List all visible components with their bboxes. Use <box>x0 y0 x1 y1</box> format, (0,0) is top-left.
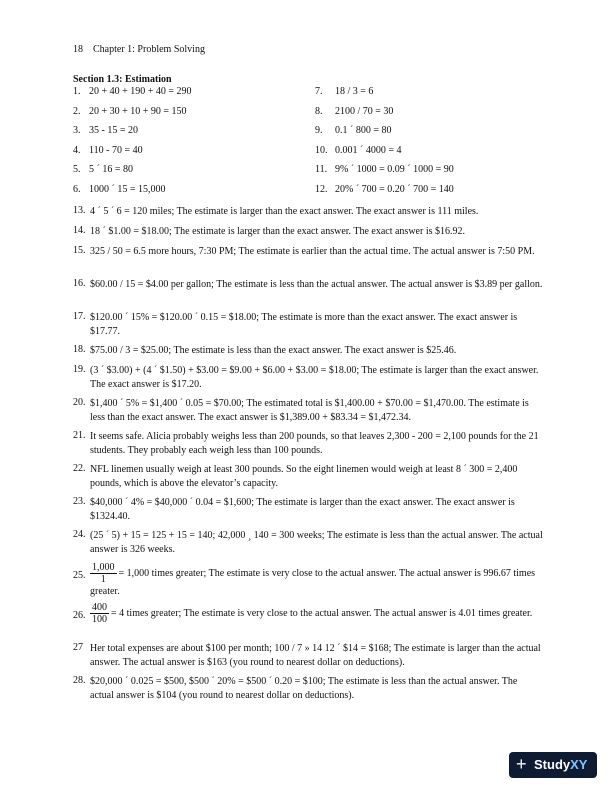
plus-icon: + <box>516 754 527 774</box>
item-number: 13. <box>73 205 86 216</box>
answer-row <box>73 86 543 106</box>
answer-item <box>73 602 543 625</box>
answer-row <box>73 164 543 184</box>
answer-item <box>73 397 543 424</box>
item-text: Her total expenses are about $100 per month; 100 / 7 » 14 12 ´ $14 = $168; The estimate is larger than the actual answer. The actual answer is $163 (you round to nearest dollar on deductions). <box>90 643 541 668</box>
item-text: $60.00 / 15 = $4.00 per gallon; The estimate is less than the actual answer. The actual answer is $3.89 per gallon. <box>90 279 543 290</box>
answer-item <box>73 642 543 669</box>
item-text: 9% ´ 1000 = 0.09 ´ 1000 = 90 <box>335 164 454 176</box>
item-number: 23. <box>73 496 86 507</box>
item-number: 6. <box>73 183 81 195</box>
answer-row <box>73 125 543 145</box>
item-number: 3. <box>73 125 81 137</box>
item-text: 20 + 40 + 190 + 40 = 290 <box>89 86 192 97</box>
item-text: 2100 / 70 = 30 <box>335 105 394 117</box>
answer-item <box>73 430 543 457</box>
item-text <box>90 602 543 625</box>
item-text-body: = 1,000 times greater; The estimate is very close to the actual answer. The actual answer is 996.67 times greater. <box>90 567 536 597</box>
answer-item <box>73 496 543 523</box>
item-text: 20% ´ 700 = 0.20 ´ 700 = 140 <box>335 183 454 195</box>
item-number: 14. <box>73 225 86 236</box>
answer-row <box>73 184 543 204</box>
item-number: 9. <box>315 125 323 137</box>
item-text <box>90 562 543 599</box>
item-number: 20. <box>73 397 86 408</box>
chapter-title: Chapter 1: Problem Solving <box>93 44 205 55</box>
item-number: 24. <box>73 529 86 540</box>
page-header <box>73 44 205 55</box>
item-text: $1,400 ´ 5% = $1,400 ´ 0.05 = $70.00; The estimated total is $1,400.00 + $70.00 = $1,470.00. The estimate is less than the exact answer. The exact answer is $1,389.00 + $83.34 = $1,472.34. <box>90 398 529 423</box>
item-number: 19. <box>73 364 86 375</box>
item-text: $20,000 ´ 0.025 = $500, $500 ´ 20% = $500 ´ 0.20 = $100; The estimate is less than the actual answer. The actual answer is $104 (you round to nearest dollar on deductions). <box>90 676 518 701</box>
item-number: 18. <box>73 344 86 355</box>
item-number: 25. <box>73 570 86 581</box>
item-number: 15. <box>73 245 86 256</box>
item-text: It seems safe. Alicia probably weighs less than 200 pounds, so that leaves 2,300 - 200 = 2,100 pounds for the 21 students. They probably each weigh less than 100 pounds. <box>90 431 539 456</box>
answer-item <box>73 463 543 490</box>
item-number: 8. <box>315 105 323 117</box>
item-number: 5. <box>73 164 81 176</box>
item-number: 27 <box>73 642 83 653</box>
item-number: 12. <box>315 183 328 195</box>
item-text: 110 - 70 = 40 <box>89 144 143 156</box>
item-text: 0.1 ´ 800 = 80 <box>335 125 392 137</box>
item-text: (25 ´ 5) + 15 = 125 + 15 = 140; 42,000 ¸ 140 = 300 weeks; The estimate is less than the actual answer. The actual answer is 326 weeks. <box>90 530 543 555</box>
badge-label-accent: XY <box>570 757 588 772</box>
fraction-numerator: 1,000 <box>92 562 115 573</box>
item-text: $120.00 ´ 15% = $120.00 ´ 0.15 = $18.00; The estimate is more than the exact answer. The exact answer is $17.77. <box>90 312 518 337</box>
item-text: $40,000 ´ 4% = $40,000 ´ 0.04 = $1,600; The estimate is larger than the exact answer. The exact answer is $1324.40. <box>90 497 515 522</box>
item-number: 26. <box>73 610 86 621</box>
short-answers-grid <box>73 86 543 204</box>
item-number: 10. <box>315 144 328 156</box>
item-number: 4. <box>73 144 81 156</box>
answer-item <box>73 311 543 338</box>
answer-item <box>73 205 543 219</box>
item-number: 28. <box>73 675 86 686</box>
answer-item <box>73 344 543 358</box>
item-text: 18 / 3 = 6 <box>335 86 374 97</box>
item-text: 4 ´ 5 ´ 6 = 120 miles; The estimate is larger than the exact answer. The exact answer is 111 miles. <box>90 206 479 217</box>
answer-item <box>73 364 543 391</box>
item-text: 20 + 30 + 10 + 90 = 150 <box>89 105 187 117</box>
fraction-denominator: 1 <box>100 574 106 585</box>
item-number: 17. <box>73 311 86 322</box>
item-text: 5 ´ 16 = 80 <box>89 164 133 176</box>
item-text-body: = 4 times greater; The estimate is very close to the actual answer. The actual answer is 4.01 times greater. <box>111 607 533 619</box>
fraction-denominator: 100 <box>92 614 107 625</box>
item-number: 21. <box>73 430 86 441</box>
item-text: 1000 ´ 15 = 15,000 <box>89 183 166 195</box>
item-number: 22. <box>73 463 86 474</box>
item-number: 11. <box>315 164 328 176</box>
studyxy-badge[interactable] <box>509 752 597 778</box>
item-number: 2. <box>73 105 81 117</box>
section-title: Section 1.3: Estimation <box>73 74 172 85</box>
item-number: 16. <box>73 278 86 289</box>
answer-row <box>73 106 543 126</box>
fraction <box>90 602 109 625</box>
badge-label-main: Study <box>534 757 571 772</box>
answer-item <box>73 562 543 599</box>
item-text: NFL linemen usually weigh at least 300 pounds. So the eight linemen would weigh at least 8 ´ 300 = 2,400 pounds, which is above the elevator’s capacity. <box>90 464 518 489</box>
item-number: 1. <box>73 86 81 97</box>
answer-item <box>73 278 543 292</box>
answer-item <box>73 225 543 239</box>
item-number: 7. <box>315 86 323 97</box>
item-text: 18 ´ $1.00 = $18.00; The estimate is larger than the exact answer. The exact answer is $16.92. <box>90 226 465 237</box>
fraction-numerator: 400 <box>92 602 107 613</box>
answer-row <box>73 145 543 165</box>
item-text: 325 / 50 = 6.5 more hours, 7:30 PM; The estimate is earlier than the actual time. The actual answer is 7:50 PM. <box>90 246 535 257</box>
item-text: $75.00 / 3 = $25.00; The estimate is less than the exact answer. The exact answer is $25.46. <box>90 345 457 356</box>
item-text: 0.001 ´ 4000 = 4 <box>335 144 402 156</box>
fraction <box>90 562 117 585</box>
item-text: (3 ´ $3.00) + (4 ´ $1.50) + $3.00 = $9.00 + $6.00 + $3.00 = $18.00; The estimate is larger than the exact answer. The exact answer is $17.20. <box>90 365 539 390</box>
answer-item <box>73 245 543 259</box>
answer-item <box>73 529 543 556</box>
answer-item <box>73 675 543 702</box>
item-text: 35 - 15 = 20 <box>89 125 138 137</box>
badge-label <box>534 757 587 773</box>
page-number: 18 <box>73 44 83 55</box>
